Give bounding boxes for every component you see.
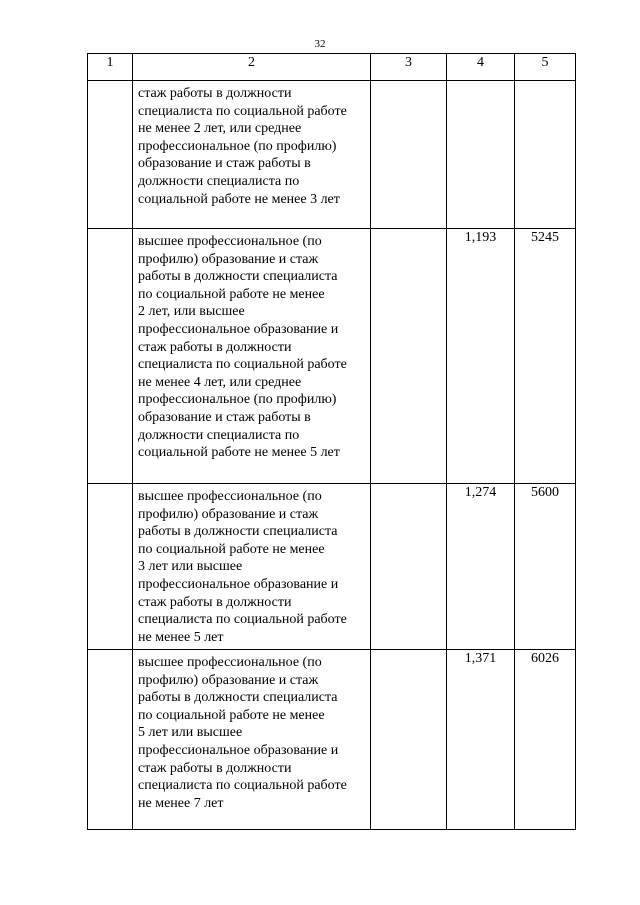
cell-col-1 [88, 81, 133, 229]
requirements-text: высшее профессиональное (по профилю) образование и стаж работы в должности специалиста по социальной работе не менее 2 лет, или высшее профессиональное образование и стаж работы в должности специалиста по социальной работе не менее 4 лет, или среднее профессиональное (по профилю) образование и стаж работы в должности специалиста по социальной работе не менее 5 лет [138, 234, 347, 461]
cell-requirements [133, 650, 371, 830]
cell-col-3 [371, 229, 447, 484]
cell-coefficient: 1,193 [447, 229, 515, 484]
header-col-2: 2 [133, 54, 371, 81]
table-row [88, 650, 576, 830]
cell-col-3 [371, 81, 447, 229]
cell-col-3 [371, 484, 447, 650]
cell-col-1 [88, 650, 133, 830]
table-row [88, 81, 576, 229]
cell-requirements [133, 484, 371, 650]
header-col-4: 4 [447, 54, 515, 81]
cell-coefficient [447, 81, 515, 229]
cell-col-3 [371, 650, 447, 830]
header-col-5: 5 [515, 54, 576, 81]
table-header-row [88, 54, 576, 81]
cell-requirements [133, 81, 371, 229]
requirements-text: стаж работы в должности специалиста по социальной работе не менее 2 лет, или среднее профессиональное (по профилю) образование и стаж работы в должности специалиста по социальной работе не менее 3 лет [138, 86, 347, 207]
cell-salary: 5600 [515, 484, 576, 650]
header-col-3: 3 [371, 54, 447, 81]
cell-col-1 [88, 229, 133, 484]
cell-coefficient: 1,371 [447, 650, 515, 830]
cell-salary [515, 81, 576, 229]
page-number: 32 [314, 38, 326, 50]
cell-salary: 5245 [515, 229, 576, 484]
table-row [88, 484, 576, 650]
cell-requirements [133, 229, 371, 484]
cell-coefficient: 1,274 [447, 484, 515, 650]
cell-col-1 [88, 484, 133, 650]
requirements-text: высшее профессиональное (по профилю) образование и стаж работы в должности специалиста по социальной работе не менее 3 лет или высшее профессиональное образование и стаж работы в должности специалиста по социальной работе не менее 5 лет [138, 489, 347, 645]
header-col-1: 1 [88, 54, 133, 81]
requirements-text: высшее профессиональное (по профилю) образование и стаж работы в должности специалиста по социальной работе не менее 5 лет или высшее профессиональное образование и стаж работы в должности специалиста по социальной работе не менее 7 лет [138, 655, 347, 811]
cell-salary: 6026 [515, 650, 576, 830]
document-table [87, 53, 576, 830]
table-row [88, 229, 576, 484]
